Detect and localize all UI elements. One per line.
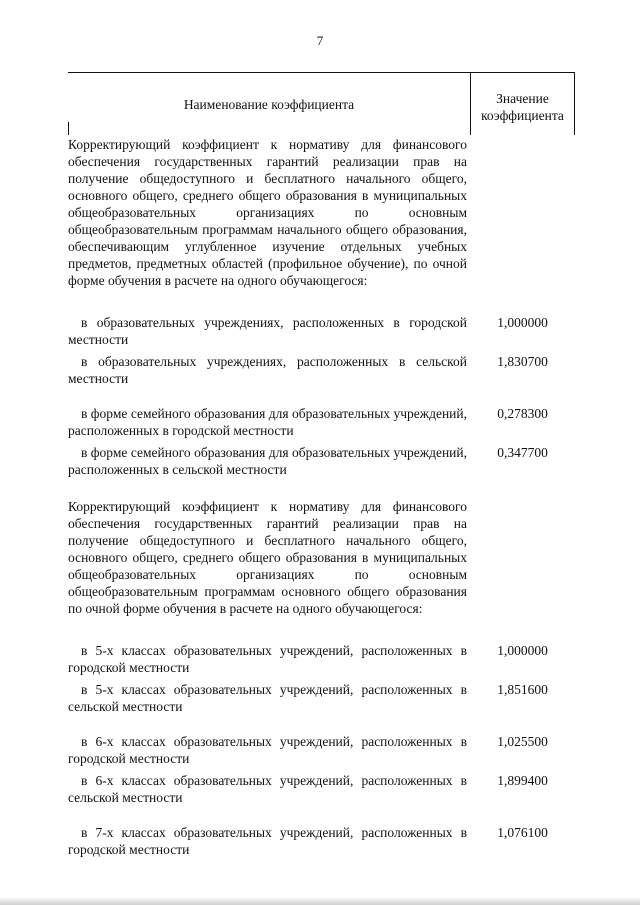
coefficient-table-body [68,136,574,858]
coefficient-value: 1,076100 [497,825,548,840]
table-row [68,405,574,439]
coefficient-name: в образовательных учреждениях, расположенных в сельской местности [68,354,467,386]
table-row [68,824,574,858]
coefficient-name: в образовательных учреждениях, расположенных в городской местности [68,315,467,347]
table-row [68,772,574,806]
coefficient-name: в форме семейного образования для образовательных учреждений, расположенных в сельской местности [68,445,467,477]
header-name-column: Наименование коэффициента [183,97,355,112]
coefficient-name: в 6-х классах образовательных учреждений, расположенных в сельской местности [68,773,467,805]
table-row [68,353,574,387]
page-number: 7 [316,33,324,48]
coefficient-value: 0,347700 [497,445,548,460]
section-heading-text: Корректирующий коэффициент к нормативу для финансового обеспечения государственных гарантий реализации прав на получение общедоступного и бесплатного начального общего, основного общего, среднего общего образования в муниципальных общеобразовательных организациях по основным общеобразовательным программам основного общего образования по очной форме обучения в расчете на одного обучающегося: [68,499,467,616]
coefficient-value: 0,278300 [497,406,548,421]
table-row [68,314,574,348]
table-row [68,444,574,478]
coefficient-value: 1,899400 [497,773,548,788]
table-row [68,642,574,676]
header-value-line2: коэффициента [481,108,564,123]
header-value-column [471,90,574,124]
table-row [68,733,574,767]
table-header [68,72,575,135]
coefficient-value: 1,830700 [497,354,548,369]
table-row [68,681,574,715]
section-heading [68,498,574,617]
coefficient-value: 1,851600 [497,682,548,697]
page-bottom-edge [0,897,640,905]
coefficient-name: в форме семейного образования для образовательных учреждений, расположенных в городской местности [68,406,467,438]
coefficient-name: в 7-х классах образовательных учреждений, расположенных в городской местности [68,825,467,857]
header-value-line1: Значение [496,91,549,106]
coefficient-value: 1,000000 [497,315,548,330]
coefficient-name: в 6-х классах образовательных учреждений, расположенных в городской местности [68,734,467,766]
coefficient-value: 1,000000 [497,643,548,658]
section-heading [68,136,574,289]
section-heading-text: Корректирующий коэффициент к нормативу для финансового обеспечения государственных гарантий реализации прав на получение общедоступного и бесплатного начального общего, основного общего, среднего общего образования в муниципальных общеобразовательных организациях по основным общеобразовательным программам начального общего образования, обеспечивающим углубленное изучение отдельных учебных предметов, предметных областей (профильное обучение), по очной форме обучения в расчете на одного обучающегося: [68,137,467,288]
coefficient-name: в 5-х классах образовательных учреждений, расположенных в сельской местности [68,682,467,714]
coefficient-value: 1,025500 [497,734,548,749]
header-left-edge [68,122,69,135]
coefficient-name: в 5-х классах образовательных учреждений, расположенных в городской местности [68,643,467,675]
